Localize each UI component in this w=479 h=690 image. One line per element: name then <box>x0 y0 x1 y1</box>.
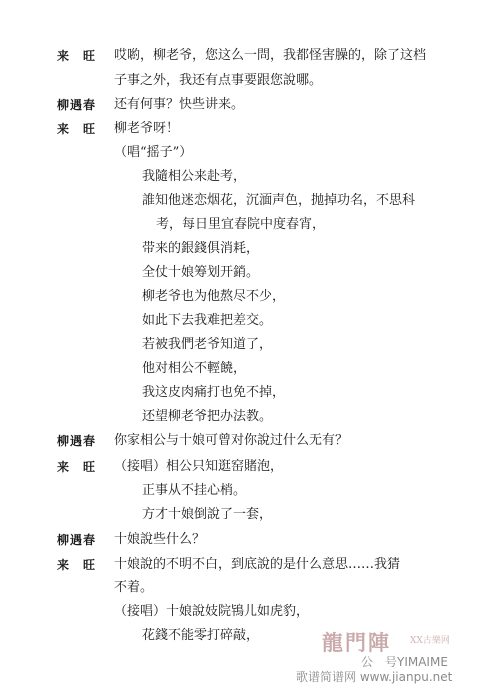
dialogue-line: 不着。 <box>114 580 154 595</box>
lyric-line: 考，每日里宜春院中度春宵， <box>156 217 326 232</box>
dialogue-line: 哎喲，柳老爷，您这么一問，我都怪害臊的，除了这档 <box>114 48 427 63</box>
lyric-line: 正事从不挂心梢。 <box>142 483 247 498</box>
watermark-text: 公 号YIMAIME <box>361 655 448 669</box>
dialogue-line: 十娘說的不明不白，到底說的是什么意思……我猜 <box>114 557 401 572</box>
speaker-label: 柳遇春 <box>57 98 97 112</box>
dialogue-line: 十娘說些什么？ <box>114 532 206 547</box>
lyric-line: 还望柳老爷把办法教。 <box>142 409 273 424</box>
lyric-line: 他对相公不輕饒， <box>142 361 247 376</box>
lyric-line: 誰知他迷恋烟花，沉湎声色，抛掉功名，不思科 <box>142 193 416 208</box>
lyric-line: 方才十娘倒說了一套， <box>142 507 273 522</box>
lyric-line: 我隨相公来赴考， <box>142 169 247 184</box>
stage-direction: （接唱）十娘說妓院鴇儿如虎豹， <box>114 604 310 619</box>
dialogue-line: 柳老爷呀！ <box>114 121 180 136</box>
speaker-label: 来 旺 <box>57 49 97 63</box>
lyric-line: 若被我們老爷知道了， <box>142 337 273 352</box>
watermark-logo-subtext: XX古樂网 <box>410 636 450 646</box>
watermark-url: 歌谱简谱网 www.jianpu.net <box>296 670 453 684</box>
speaker-label: 来 旺 <box>57 122 97 136</box>
lyric-line: 全仗十娘筹划开銷。 <box>142 265 260 280</box>
dialogue-line: 子事之外，我还有点事要跟您說哪。 <box>114 73 323 88</box>
lyric-line: 花錢不能零打碎敲， <box>142 628 260 643</box>
speaker-label: 来 旺 <box>57 558 97 572</box>
speaker-label: 来 旺 <box>57 460 97 474</box>
watermark-logo: 龍門陣 <box>322 630 391 655</box>
dialogue-line: 还有何事？快些讲来。 <box>114 97 245 112</box>
speaker-label: 柳遇春 <box>57 533 97 547</box>
stage-direction: （接唱）相公只知逛窑賭泡， <box>114 459 284 474</box>
speaker-label: 柳遇春 <box>57 434 97 448</box>
lyric-line: 带来的銀錢俱消耗， <box>142 241 260 256</box>
lyric-line: 我这皮肉痛打也免不掉， <box>142 385 286 400</box>
lyric-line: 如此下去我难把差交。 <box>142 313 273 328</box>
stage-direction: （唱“摇子”） <box>114 145 193 160</box>
lyric-line: 柳老爷也为他熬尽不少， <box>142 289 286 304</box>
dialogue-line: 你家相公与十娘可曾对你說过什么无有？ <box>114 433 349 448</box>
